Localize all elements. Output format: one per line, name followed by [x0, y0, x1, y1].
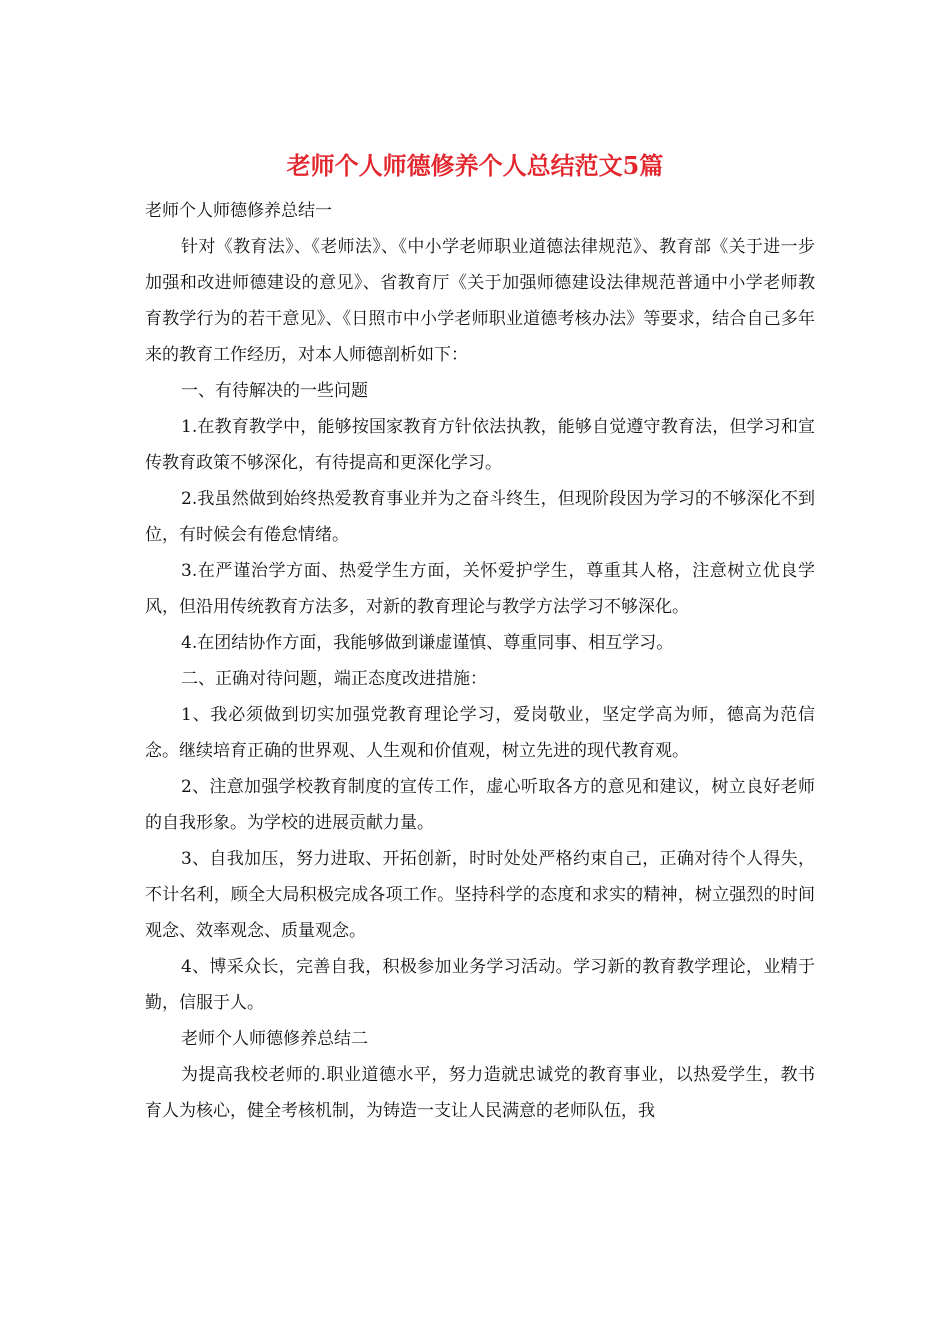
- paragraph: 一、有待解决的一些问题: [181, 381, 368, 401]
- document-title: 老师个人师德修养个人总结范文5篇: [286, 151, 664, 180]
- paragraph: 1.在教育教学中，能够按国家教育方针依法执教，能够自觉遵守教育法，但学习和宣传教育政策不够深化，有待提高和更深化学习。: [145, 417, 815, 473]
- paragraph: 4、博采众长，完善自我，积极参加业务学习活动。学习新的教育教学理论，业精于勤，信服于人。: [145, 957, 815, 1013]
- paragraph: 3、自我加压，努力进取、开拓创新，时时处处严格约束自己，正确对待个人得失，不计名利，顾全大局积极完成各项工作。坚持科学的态度和求实的精神，树立强烈的时间观念、效率观念、质量观念。: [145, 849, 815, 941]
- paragraph: 为提高我校老师的.职业道德水平，努力造就忠诚党的教育事业，以热爱学生，教书育人为核心，健全考核机制，为铸造一支让人民满意的老师队伍，我: [145, 1065, 815, 1121]
- paragraph: 二、正确对待问题，端正态度改进措施：: [181, 669, 487, 689]
- paragraph: 老师个人师德修养总结一: [145, 201, 332, 221]
- paragraph: 1、我必须做到切实加强党教育理论学习，爱岗敬业，坚定学高为师，德高为范信念。继续培育正确的世界观、人生观和价值观，树立先进的现代教育观。: [145, 705, 815, 761]
- paragraph: 2.我虽然做到始终热爱教育事业并为之奋斗终生，但现阶段因为学习的不够深化不到位，有时候会有倦怠情绪。: [145, 489, 815, 545]
- document-body: [145, 193, 815, 1129]
- paragraph: 4.在团结协作方面，我能够做到谦虚谨慎、尊重同事、相互学习。: [181, 633, 674, 653]
- paragraph: 针对《教育法》、《老师法》、《中小学老师职业道德法律规范》、教育部《关于进一步加强和改进师德建设的意见》、省教育厅《关于加强师德建设法律规范普通中小学老师教育教学行为的若干意见》、《日照市中小学老师职业道德考核办法》等要求，结合自己多年来的教育工作经历，对本人师德剖析如下：: [145, 237, 815, 365]
- paragraph: 2、注意加强学校教育制度的宣传工作，虚心听取各方的意见和建议，树立良好老师的自我形象。为学校的进展贡献力量。: [145, 777, 815, 833]
- paragraph: 3.在严谨治学方面、热爱学生方面，关怀爱护学生，尊重其人格，注意树立优良学风，但沿用传统教育方法多，对新的教育理论与教学方法学习不够深化。: [145, 561, 815, 617]
- paragraph: 老师个人师德修养总结二: [181, 1029, 368, 1049]
